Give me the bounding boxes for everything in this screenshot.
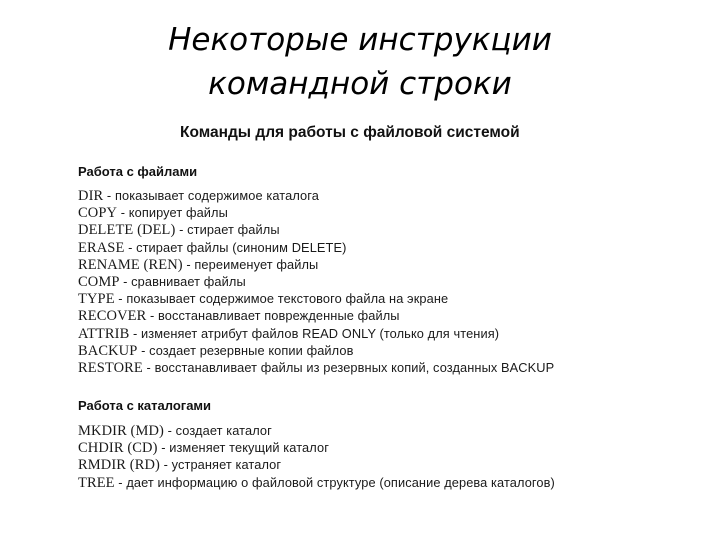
command-name: COPY	[78, 205, 118, 222]
command-name: DELETE (DEL)	[78, 222, 176, 239]
command-description: - дает информацию о файловой структуре (описание дерева каталогов)	[114, 474, 555, 490]
command-description: - копирует файлы	[117, 205, 228, 221]
command-description: - показывает содержимое текстового файла на экране	[114, 291, 449, 307]
command-description: - стирает файлы	[175, 222, 280, 238]
command-name: TYPE	[78, 291, 115, 308]
command-row	[78, 221, 554, 238]
command-description: - стирает файлы (синоним DELETE)	[124, 239, 347, 255]
command-description: - изменяет атрибут файлов READ ONLY (только для чтения)	[129, 325, 500, 341]
command-name: RECOVER	[78, 308, 147, 325]
dirs-section-heading: Работа с каталогами	[78, 398, 212, 413]
command-row	[78, 204, 554, 221]
dirs-command-list	[78, 422, 555, 491]
slide-title-line-1: Некоторые инструкции	[168, 22, 552, 58]
command-name: MKDIR (MD)	[78, 423, 164, 439]
command-row	[78, 273, 554, 290]
command-row	[78, 290, 554, 307]
command-description: - изменяет текущий каталог	[157, 440, 329, 456]
command-row	[78, 325, 554, 342]
command-row	[78, 342, 554, 359]
command-description: - создает резервные копии файлов	[137, 342, 354, 358]
command-name: RMDIR (RD)	[78, 457, 160, 474]
command-name: TREE	[78, 474, 115, 491]
command-name: ATTRIB	[78, 325, 130, 342]
command-name: CHDIR (CD)	[78, 440, 158, 457]
slide-title	[0, 18, 720, 106]
files-section-heading: Работа с файлами	[78, 164, 198, 179]
command-description: - создает каталог	[163, 423, 272, 438]
command-description: - восстанавливает поврежденные файлы	[146, 308, 400, 324]
command-row	[78, 422, 555, 439]
slide-title-line-2: командной строки	[208, 66, 512, 102]
files-command-list	[78, 187, 554, 376]
command-name: RESTORE	[78, 359, 143, 376]
command-name: DIR	[78, 188, 104, 204]
command-row	[78, 187, 554, 204]
command-description: - устраняет каталог	[159, 457, 282, 473]
command-row	[78, 307, 554, 324]
command-row	[78, 359, 554, 376]
document-heading: Команды для работы с файловой системой	[180, 124, 520, 141]
command-name: COMP	[78, 273, 120, 290]
command-name: RENAME (REN)	[78, 256, 183, 273]
command-description: - сравнивает файлы	[119, 273, 246, 289]
command-description: - восстанавливает файлы из резервных копий, созданных BACKUP	[142, 359, 555, 375]
command-name: BACKUP	[78, 342, 138, 359]
command-row	[78, 256, 554, 273]
command-description: - показывает содержимое каталога	[103, 188, 319, 203]
scanned-document	[72, 120, 662, 500]
command-row	[78, 474, 555, 491]
command-row	[78, 239, 554, 256]
command-row	[78, 439, 555, 456]
command-name: ERASE	[78, 239, 125, 256]
command-description: - переименует файлы	[182, 256, 319, 272]
command-row	[78, 456, 555, 473]
